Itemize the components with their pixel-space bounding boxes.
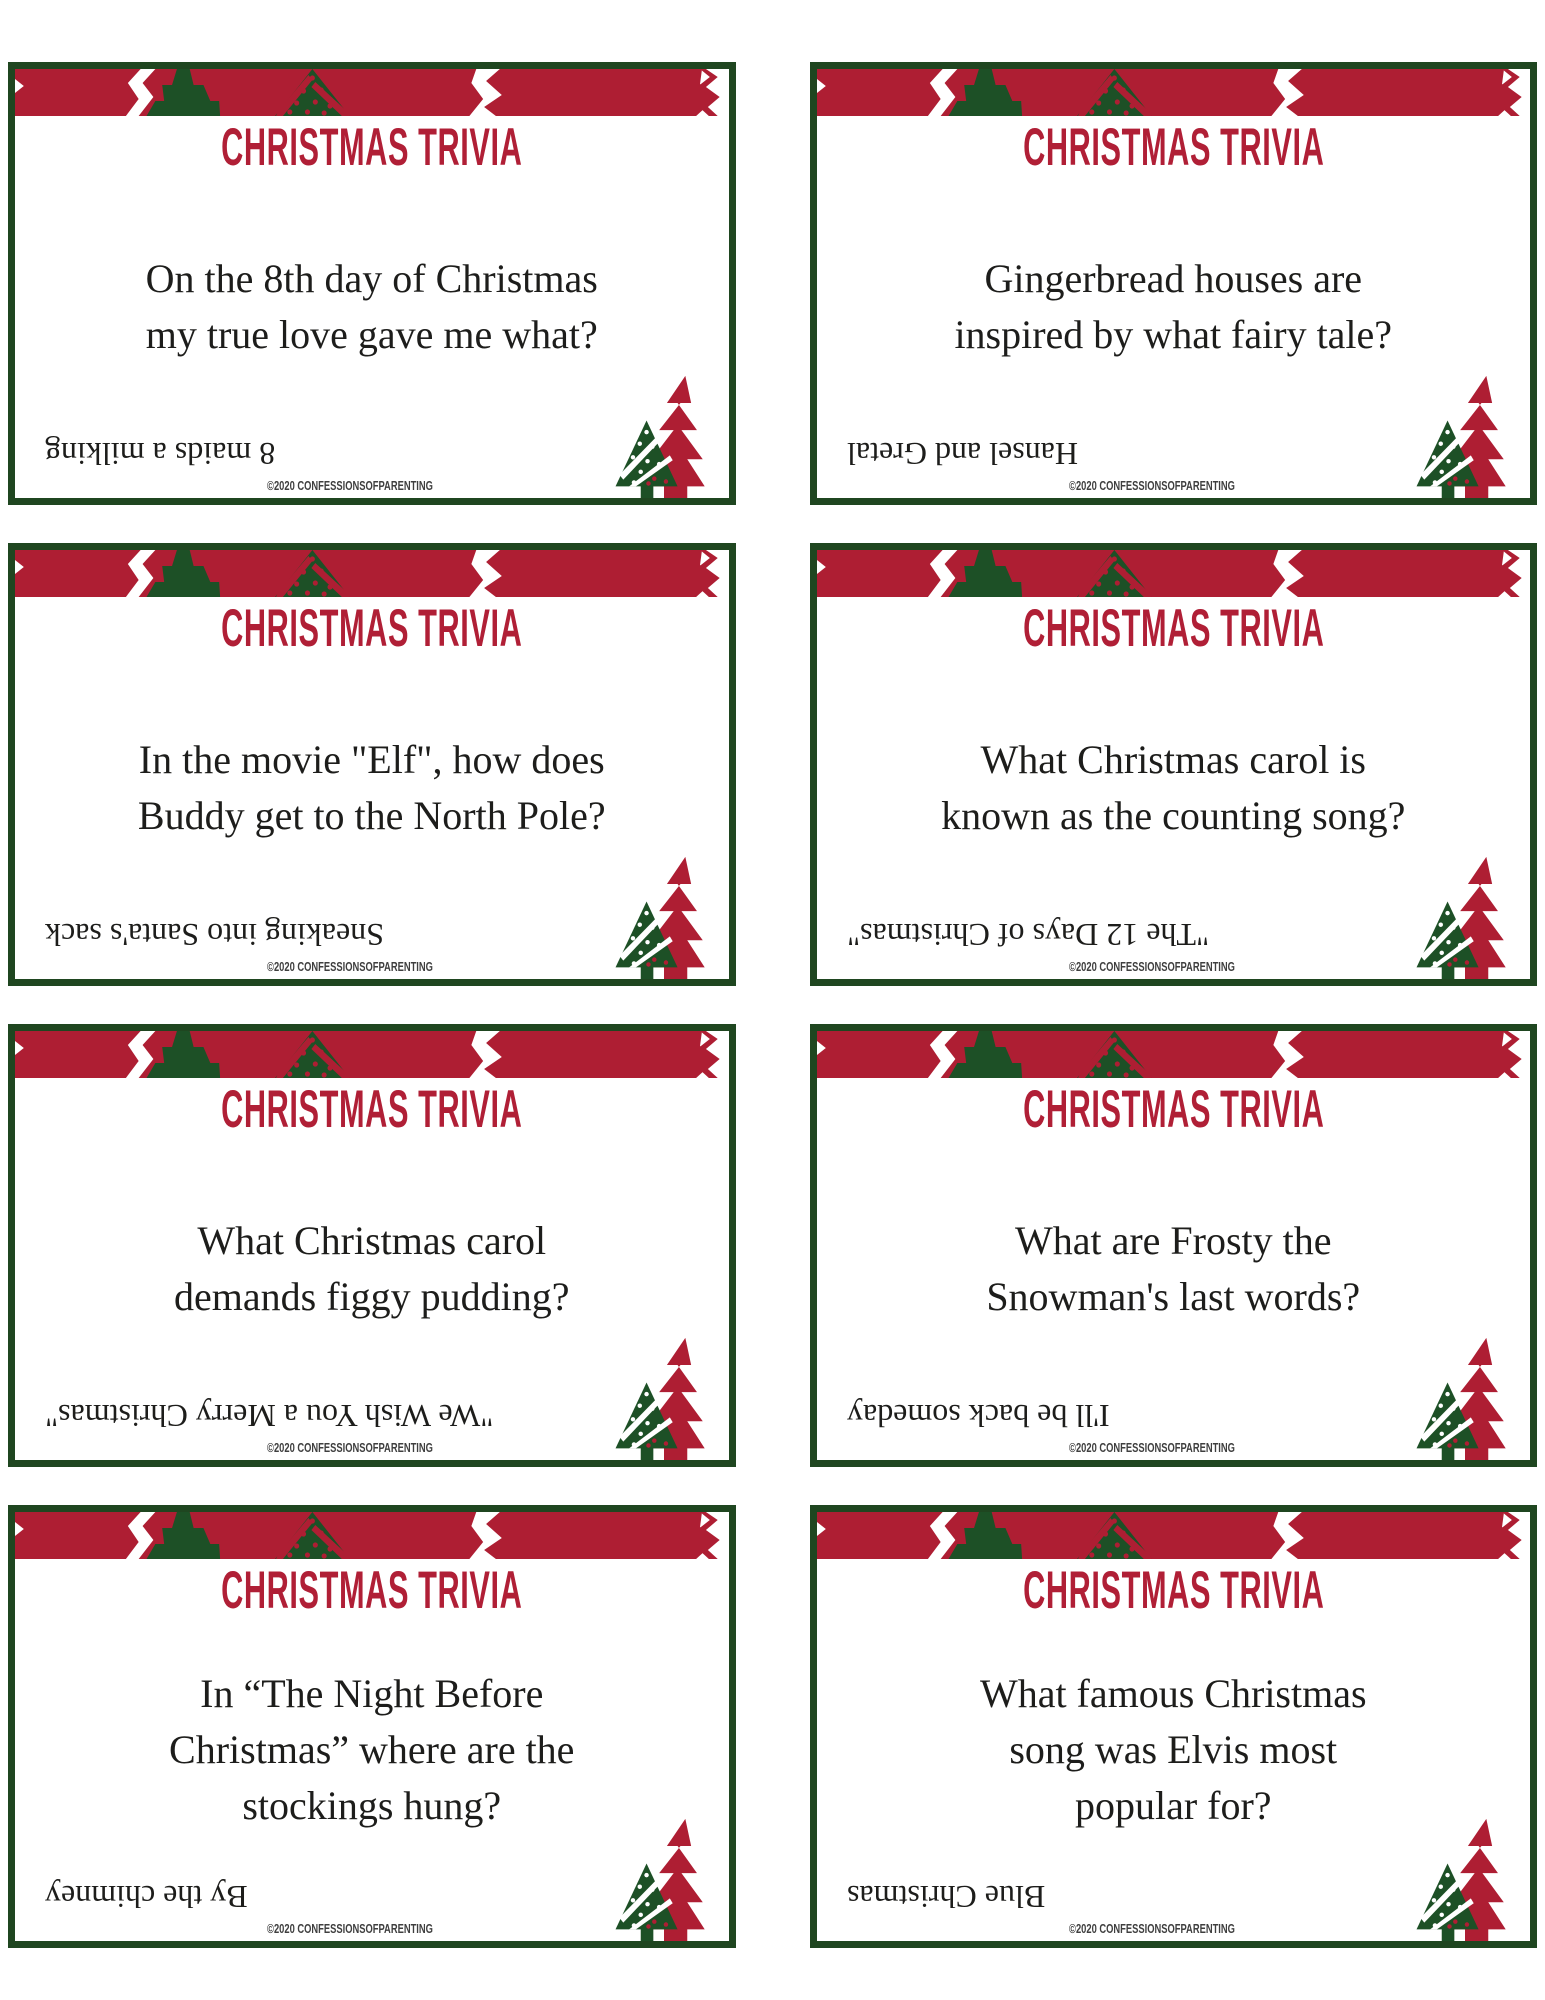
question-line: known as the counting song? <box>941 793 1406 838</box>
corner-trees-icon <box>605 853 723 979</box>
trivia-card <box>8 1505 736 1948</box>
card-title: CHRISTMAS TRIVIA <box>1022 1080 1324 1139</box>
card-title: CHRISTMAS TRIVIA <box>221 118 523 177</box>
banner-ribbon <box>15 1512 729 1559</box>
corner-trees-icon <box>605 372 723 498</box>
answer-text-upside-down: Blue Christmas <box>846 1879 1045 1915</box>
card-title: CHRISTMAS TRIVIA <box>1022 1561 1324 1620</box>
answer-text-upside-down: "We Wish You a Merry Christmas" <box>45 1398 494 1434</box>
green-dotted-tree-icon <box>615 420 677 498</box>
answer-text-upside-down: "The 12 Days of Christmas" <box>846 917 1209 953</box>
question-line: What famous Christmas <box>979 1671 1367 1716</box>
banner-ribbon <box>15 1031 729 1078</box>
banner-ribbon <box>15 550 729 597</box>
question-line: Buddy get to the North Pole? <box>137 793 606 838</box>
question-line: Gingerbread houses are <box>984 256 1363 301</box>
corner-trees-icon <box>1406 1334 1524 1460</box>
copyright-text: ©2020 CONFESSIONSOFPARENTING <box>267 959 434 974</box>
corner-trees-icon <box>1406 853 1524 979</box>
trivia-card <box>810 1505 1538 1948</box>
copyright-text: ©2020 CONFESSIONSOFPARENTING <box>1068 959 1235 974</box>
corner-trees-icon <box>605 1334 723 1460</box>
question-line: In “The Night Before <box>200 1671 544 1716</box>
question-line: inspired by what fairy tale? <box>954 312 1393 357</box>
copyright-text: ©2020 CONFESSIONSOFPARENTING <box>1068 1921 1235 1936</box>
corner-trees-icon <box>1406 372 1524 498</box>
card-title: CHRISTMAS TRIVIA <box>221 1080 523 1139</box>
banner-ribbon <box>817 69 1531 116</box>
banner-ribbon <box>817 1031 1531 1078</box>
answer-text-upside-down: 8 maids a milking <box>45 436 276 472</box>
trivia-card <box>810 543 1538 986</box>
corner-trees-icon <box>1406 1815 1524 1941</box>
copyright-text: ©2020 CONFESSIONSOFPARENTING <box>1068 1440 1235 1455</box>
question-line: stockings hung? <box>242 1783 502 1828</box>
answer-text-upside-down: By the chimney <box>45 1879 248 1915</box>
question-line: What Christmas carol <box>197 1218 547 1263</box>
copyright-text: ©2020 CONFESSIONSOFPARENTING <box>267 1921 434 1936</box>
question-line: Snowman's last words? <box>986 1274 1361 1319</box>
copyright-text: ©2020 CONFESSIONSOFPARENTING <box>267 1440 434 1455</box>
question-line: What Christmas carol is <box>980 737 1366 782</box>
question-line: demands figgy pudding? <box>174 1274 570 1319</box>
answer-text-upside-down: Hansel and Gretal <box>846 436 1078 472</box>
trivia-card <box>810 62 1538 505</box>
question-line: Christmas” where are the <box>169 1727 575 1772</box>
green-dotted-tree-icon <box>1417 420 1479 498</box>
question-line: On the 8th day of Christmas <box>145 256 598 301</box>
card-title: CHRISTMAS TRIVIA <box>221 1561 523 1620</box>
card-title: CHRISTMAS TRIVIA <box>221 599 523 658</box>
trivia-card <box>8 1024 736 1467</box>
answer-text-upside-down: I'll be back someday <box>846 1398 1110 1434</box>
question-line: song was Elvis most <box>1009 1727 1338 1772</box>
copyright-text: ©2020 CONFESSIONSOFPARENTING <box>1068 478 1235 493</box>
trivia-card <box>810 1024 1538 1467</box>
banner-ribbon <box>817 1512 1531 1559</box>
copyright-text: ©2020 CONFESSIONSOFPARENTING <box>267 478 434 493</box>
card-title: CHRISTMAS TRIVIA <box>1022 118 1324 177</box>
question-line: In the movie "Elf", how does <box>138 737 605 782</box>
card-title: CHRISTMAS TRIVIA <box>1022 599 1324 658</box>
question-line: What are Frosty the <box>1014 1218 1332 1263</box>
question-line: popular for? <box>1074 1783 1272 1828</box>
banner-ribbon <box>817 550 1531 597</box>
corner-trees-icon <box>605 1815 723 1941</box>
trivia-card <box>8 543 736 986</box>
trivia-card <box>8 62 736 505</box>
banner-ribbon <box>15 69 729 116</box>
answer-text-upside-down: Sneaking into Santa's sack <box>45 917 385 953</box>
question-line: my true love gave me what? <box>145 312 598 357</box>
